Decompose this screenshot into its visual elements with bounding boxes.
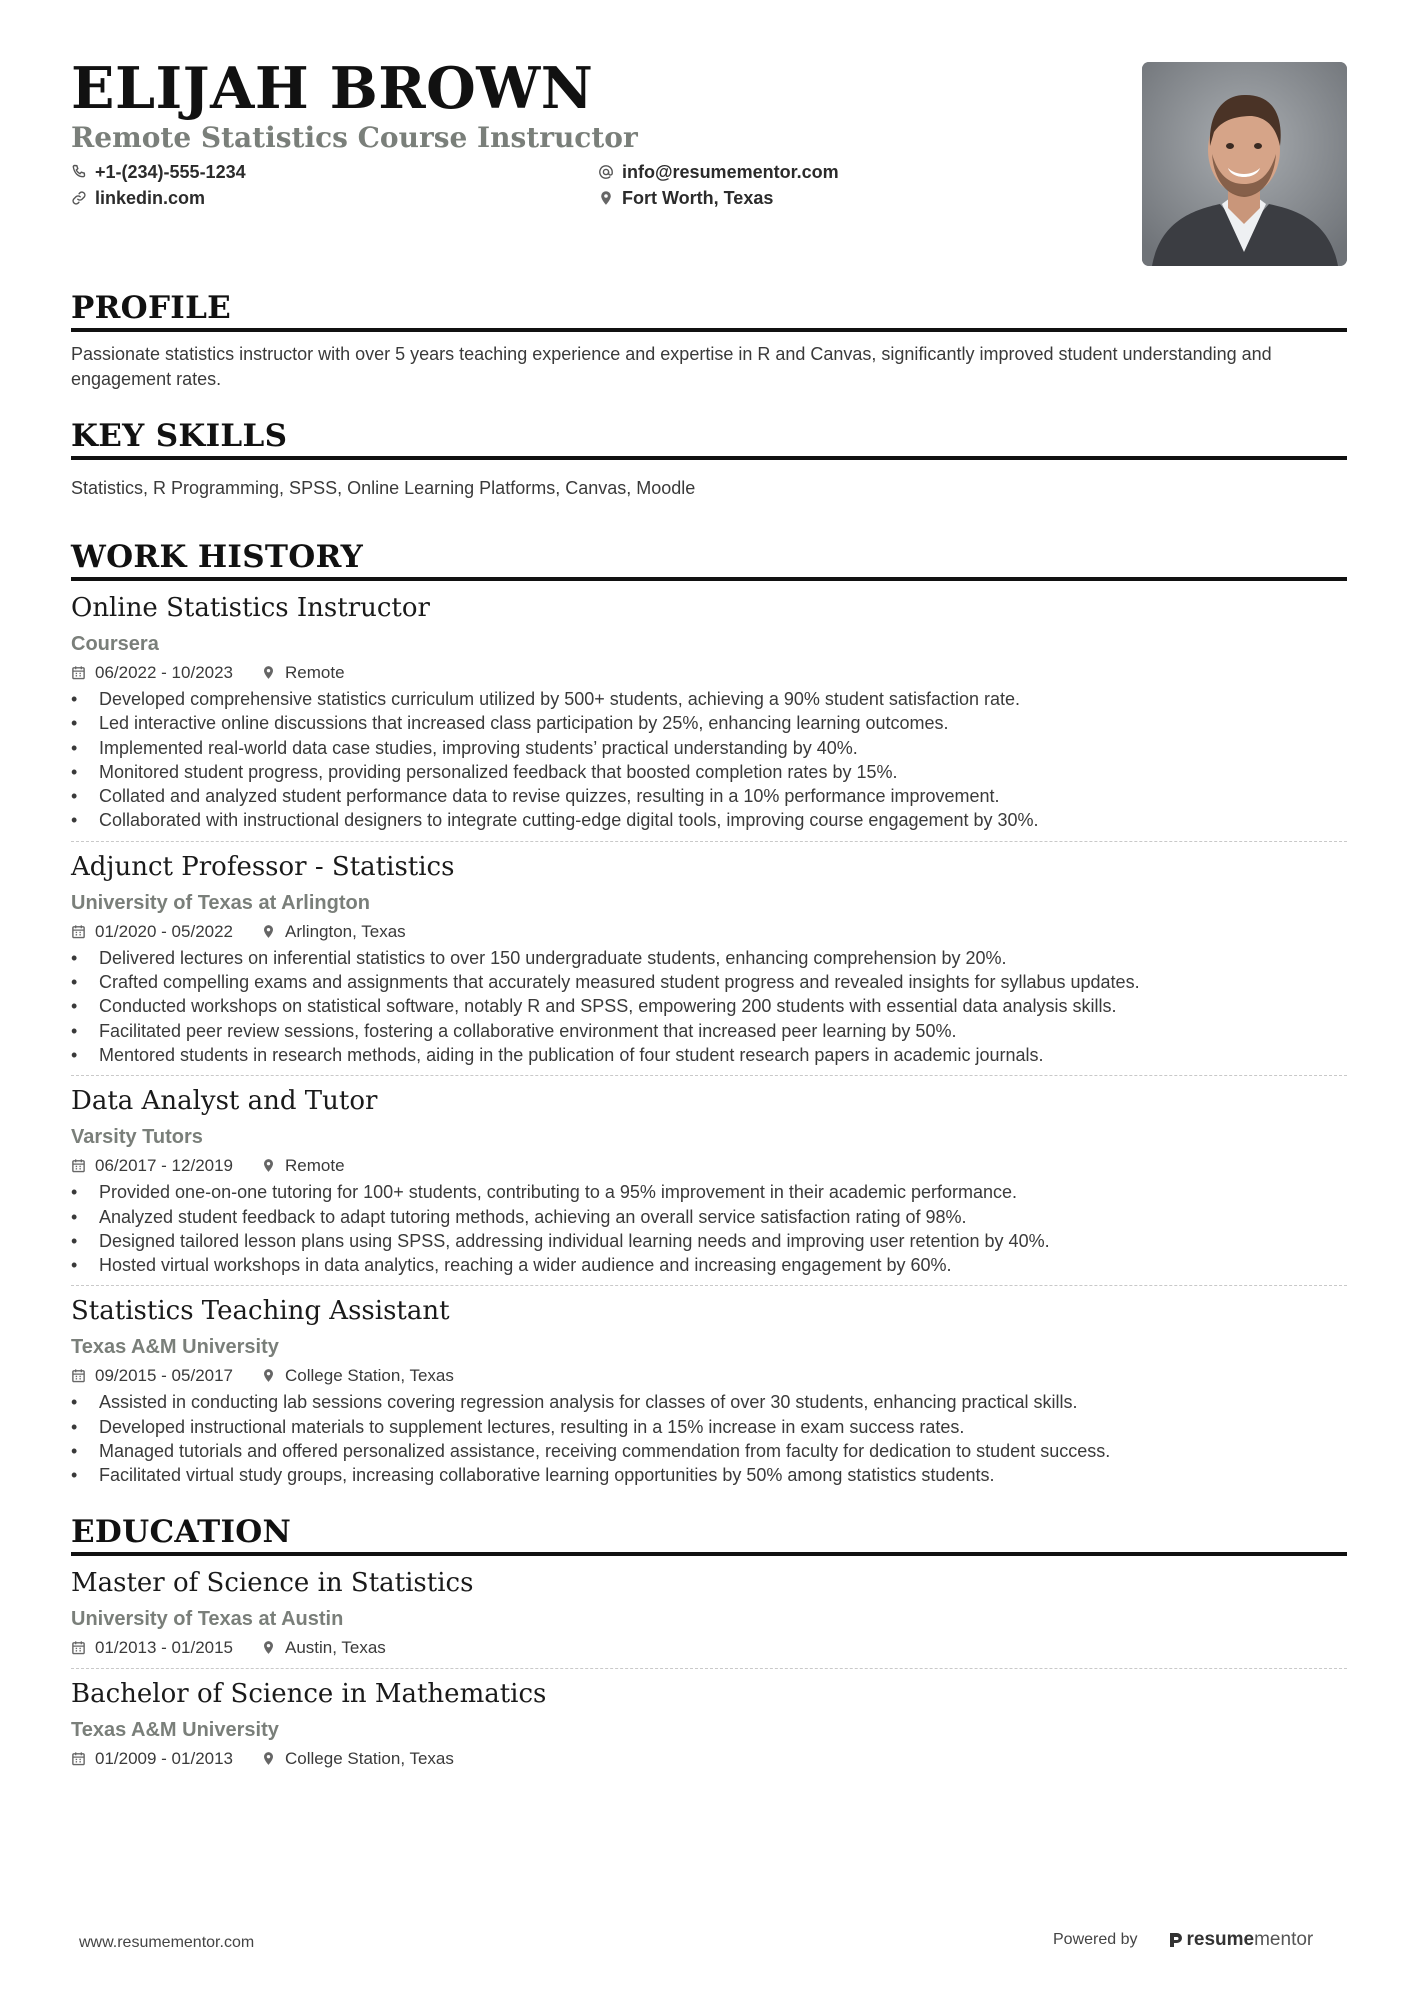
- bullet-item: • Collated and analyzed student performance data to revise quizzes, resulting in a 10% performance improvement.: [71, 784, 1347, 808]
- bullet-item: • Assisted in conducting lab sessions covering regression analysis for classes of over 30 students, enhancing practical skills.: [71, 1390, 1347, 1414]
- job-location: [261, 664, 345, 681]
- resume-header: [71, 0, 1347, 270]
- education-entry: [71, 1570, 1347, 1669]
- contact-linkedin[interactable]: [71, 189, 205, 207]
- education-meta: [71, 1750, 1347, 1767]
- education-location-text: Austin, Texas: [285, 1638, 386, 1657]
- contact-email[interactable]: [598, 163, 839, 181]
- profile-photo: [1142, 62, 1347, 266]
- job-dates: 06/2017 - 12/2019: [95, 1156, 234, 1176]
- map-pin-icon: [261, 1640, 276, 1655]
- job-location-text: Arlington, Texas: [285, 921, 406, 941]
- entry-divider: [71, 1668, 1347, 1669]
- bullet-item: • Analyzed student feedback to adapt tutoring methods, achieving an overall service satisfaction rating of 98%.: [71, 1205, 1347, 1229]
- skills-section: [71, 418, 1347, 501]
- education-meta: [71, 1639, 1347, 1656]
- calendar-icon: [71, 1640, 86, 1655]
- at-icon: [598, 164, 614, 180]
- bullet-item: • Managed tutorials and offered personalized assistance, receiving commendation from faculty for dedication to student success.: [71, 1439, 1347, 1463]
- job-company: University of Texas at Arlington: [71, 891, 370, 914]
- map-pin-icon: [261, 1368, 276, 1383]
- education-dates: 01/2009 - 01/2013: [95, 1749, 234, 1768]
- resumementor-logo-icon: [1168, 1931, 1184, 1949]
- bullet-item: • Developed instructional materials to supplement lectures, resulting in a 15% increase in exam success rates.: [71, 1415, 1347, 1439]
- job-location: [261, 1157, 345, 1174]
- job-entry: [71, 595, 1347, 842]
- location-text: Fort Worth, Texas: [622, 188, 774, 208]
- powered-by-label: Powered by: [1053, 1931, 1138, 1948]
- resume-page: [71, 0, 1347, 1768]
- job-entry: [71, 851, 1347, 1076]
- calendar-icon: [71, 665, 86, 680]
- job-title: Data Analyst and Tutor: [71, 1086, 378, 1117]
- job-title: Adjunct Professor - Statistics: [71, 851, 455, 882]
- education-entry: [71, 1681, 1347, 1767]
- profile-heading: PROFILE: [71, 293, 1347, 332]
- bullet-item: • Monitored student progress, providing personalized feedback that boosted completion rates by 15%.: [71, 760, 1347, 784]
- bullet-item: • Hosted virtual workshops in data analytics, reaching a wider audience and increasing engagement by 60%.: [71, 1253, 1347, 1277]
- portrait-image: [1142, 62, 1347, 266]
- job-title: Online Statistics Instructor: [71, 593, 430, 623]
- job-location-text: Remote: [285, 663, 345, 682]
- entry-divider: [71, 1075, 1347, 1076]
- education-location-text: College Station, Texas: [285, 1749, 454, 1768]
- candidate-name: ELIJAH BROWN: [71, 55, 594, 122]
- entry-divider: [71, 841, 1347, 842]
- calendar-icon: [71, 1158, 86, 1173]
- bullet-item: • Facilitated peer review sessions, fostering a collaborative environment that increased peer learning by 50%.: [71, 1019, 1347, 1043]
- job-meta: [71, 664, 1347, 681]
- job-location-text: College Station, Texas: [285, 1366, 454, 1386]
- bullet-item: • Facilitated virtual study groups, increasing collaborative learning opportunities by 50% among statistics students.: [71, 1463, 1347, 1487]
- skills-heading: KEY SKILLS: [71, 421, 1347, 460]
- job-bullets: [71, 946, 1347, 1067]
- profile-section: [71, 290, 1347, 392]
- job-company: Varsity Tutors: [71, 1126, 203, 1149]
- job-bullets: [71, 1180, 1347, 1277]
- job-location: [261, 1367, 454, 1384]
- school-name: Texas A&M University: [71, 1719, 279, 1741]
- bullet-item: • Conducted workshops on statistical software, notably R and SPSS, empowering 200 students with essential data analysis skills.: [71, 994, 1347, 1018]
- bullet-item: • Designed tailored lesson plans using SPSS, addressing individual learning needs and improving user retention by 40%.: [71, 1229, 1347, 1253]
- map-pin-icon: [598, 190, 614, 206]
- job-dates: 01/2020 - 05/2022: [95, 921, 234, 941]
- job-dates: 09/2015 - 05/2017: [95, 1366, 234, 1386]
- work-history-heading: WORK HISTORY: [71, 542, 1347, 581]
- bullet-item: • Collaborated with instructional designers to integrate cutting-edge digital tools, improving course engagement by 30%.: [71, 808, 1347, 832]
- job-bullets: [71, 687, 1347, 833]
- profile-text: Passionate statistics instructor with over 5 years teaching experience and expertise in R and Canvas, significantly improved student understanding and engagement rates.: [71, 344, 1272, 389]
- contact-location: [598, 189, 773, 207]
- calendar-icon: [71, 924, 86, 939]
- contact-phone: [71, 163, 246, 181]
- link-icon: [71, 190, 87, 206]
- job-dates: 06/2022 - 10/2023: [95, 663, 234, 682]
- job-title: Statistics Teaching Assistant: [71, 1296, 450, 1327]
- bullet-item: • Developed comprehensive statistics curriculum utilized by 500+ students, achieving a 90% student satisfaction rate.: [71, 687, 1347, 711]
- job-entry: [71, 1088, 1347, 1286]
- bullet-item: • Mentored students in research methods, aiding in the publication of four student research papers in academic journals.: [71, 1043, 1347, 1067]
- map-pin-icon: [261, 1158, 276, 1173]
- brand-name-bold: resume: [1186, 1929, 1255, 1950]
- email-address[interactable]: info@resumementor.com: [622, 162, 839, 182]
- bullet-item: • Implemented real-world data case studies, improving students’ practical understanding by 40%.: [71, 736, 1347, 760]
- map-pin-icon: [261, 924, 276, 939]
- bullet-item: • Provided one-on-one tutoring for 100+ students, contributing to a 95% improvement in their academic performance.: [71, 1180, 1347, 1204]
- calendar-icon: [71, 1368, 86, 1383]
- education-section: [71, 1514, 1347, 1768]
- degree-title: Master of Science in Statistics: [71, 1568, 474, 1598]
- brand-logo[interactable]: [1168, 1929, 1314, 1951]
- job-meta: [71, 1367, 1347, 1384]
- job-location-text: Remote: [285, 1156, 345, 1176]
- job-bullets: [71, 1390, 1347, 1487]
- education-location: [261, 1750, 454, 1767]
- education-dates: 01/2013 - 01/2015: [95, 1638, 234, 1657]
- phone-icon: [71, 164, 87, 180]
- skills-text: Statistics, R Programming, SPSS, Online Learning Platforms, Canvas, Moodle: [71, 478, 696, 498]
- candidate-title: Remote Statistics Course Instructor: [71, 121, 638, 154]
- education-location: [261, 1639, 386, 1656]
- school-name: University of Texas at Austin: [71, 1608, 344, 1630]
- job-meta: [71, 1157, 1347, 1174]
- job-company: Coursera: [71, 633, 159, 655]
- work-history-section: [71, 539, 1347, 1488]
- phone-number: +1-(234)-555-1234: [95, 162, 246, 182]
- job-location: [261, 923, 406, 940]
- job-company: Texas A&M University: [71, 1336, 279, 1359]
- bullet-item: • Delivered lectures on inferential statistics to over 150 undergraduate students, enhancing comprehension by 20%.: [71, 946, 1347, 970]
- job-entry: [71, 1298, 1347, 1487]
- map-pin-icon: [261, 1751, 276, 1766]
- education-heading: EDUCATION: [71, 1517, 1347, 1556]
- map-pin-icon: [261, 665, 276, 680]
- brand-name-light: mentor: [1254, 1929, 1314, 1950]
- bullet-item: • Led interactive online discussions that increased class participation by 25%, enhancing learning outcomes.: [71, 711, 1347, 735]
- degree-title: Bachelor of Science in Mathematics: [71, 1679, 547, 1709]
- footer-website[interactable]: www.resumementor.com: [79, 1934, 255, 1951]
- calendar-icon: [71, 1751, 86, 1766]
- job-meta: [71, 923, 1347, 940]
- footer-powered-by: [1053, 1929, 1313, 1951]
- entry-divider: [71, 1285, 1347, 1286]
- linkedin-link[interactable]: linkedin.com: [95, 188, 206, 208]
- bullet-item: • Crafted compelling exams and assignments that accurately measured student progress and revealed insights for syllabus updates.: [71, 970, 1347, 994]
